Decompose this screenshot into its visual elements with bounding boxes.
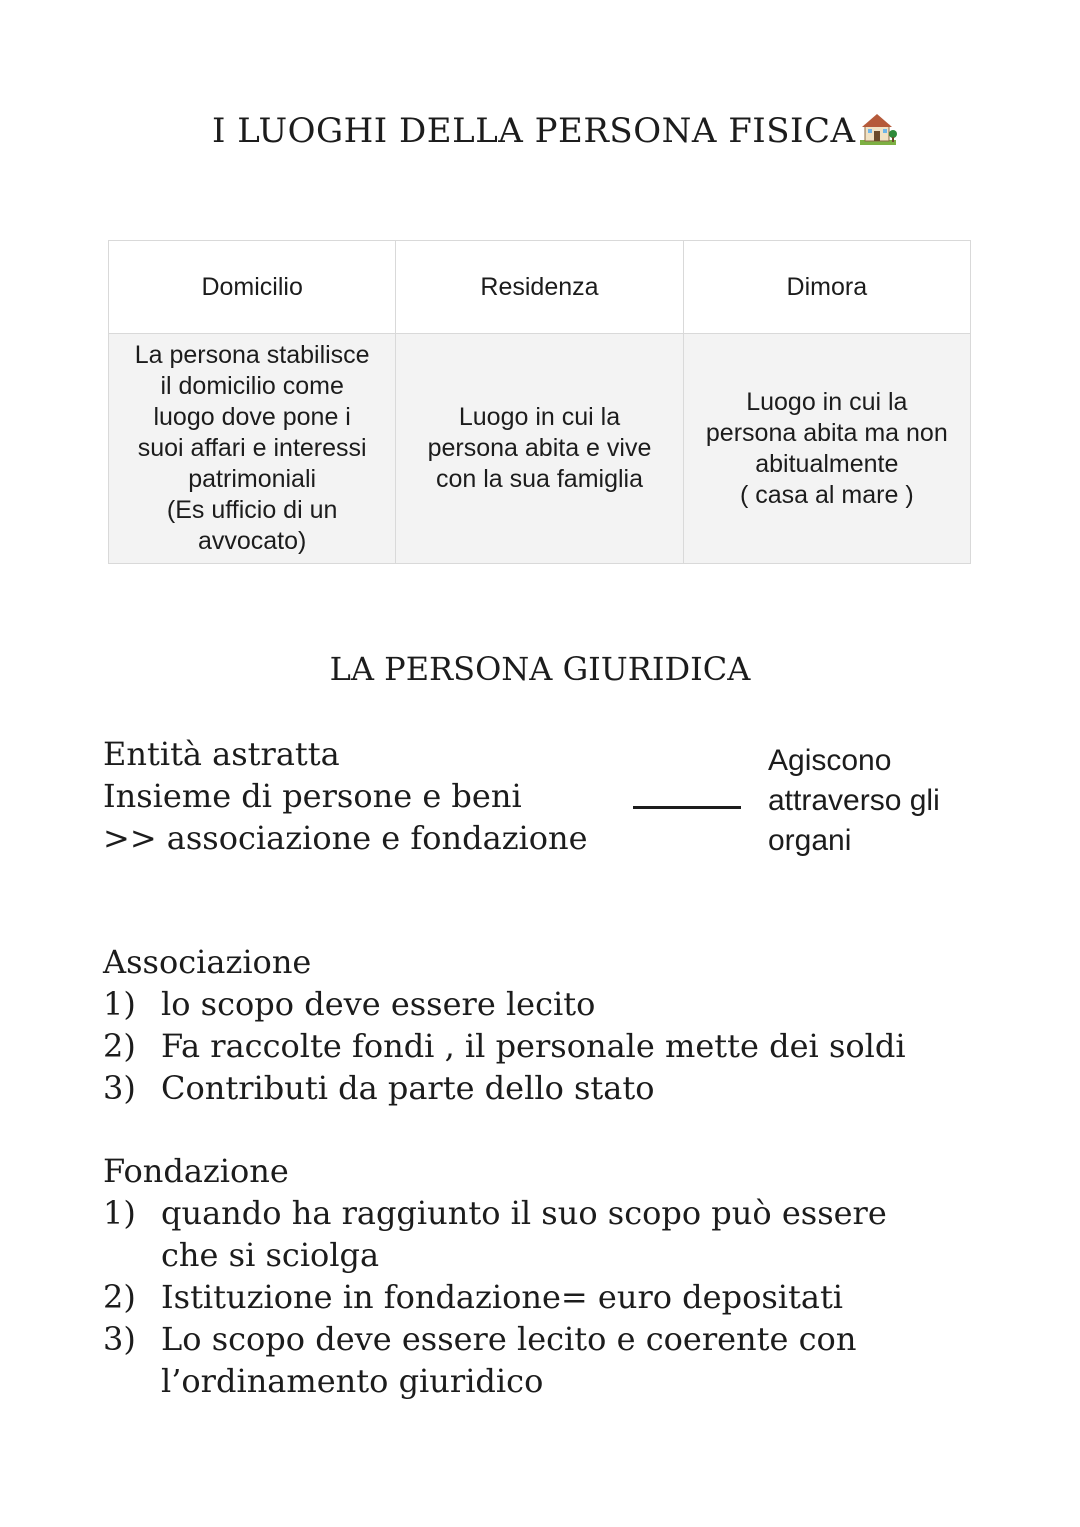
cell-line: patrimoniali — [188, 465, 317, 493]
cell-line: La persona stabilisce — [134, 341, 370, 369]
foundation-list — [103, 1192, 887, 1402]
cell-line: abitualmente — [755, 449, 899, 478]
table-row — [109, 334, 971, 564]
association-heading: Associazione — [103, 943, 312, 981]
page-title — [212, 110, 898, 151]
foundation-heading: Fondazione — [103, 1152, 289, 1190]
list-text: l’ordinamento giuridico — [161, 1362, 544, 1400]
list-number: 1) — [103, 1194, 136, 1232]
organs-line: Agiscono — [768, 744, 892, 777]
entity-line: >> associazione e fondazione — [103, 819, 588, 857]
organs-note — [768, 741, 940, 861]
list-text: lo scopo deve essere lecito — [161, 985, 596, 1023]
entity-line: Insieme di persone e beni — [103, 777, 522, 815]
connector-line — [633, 806, 741, 809]
cell-line: il domicilio come — [160, 372, 344, 400]
list-number: 3) — [103, 1320, 136, 1358]
list-item — [103, 1067, 906, 1109]
cell-line: luogo dove pone i — [153, 403, 351, 431]
list-number: 1) — [103, 985, 136, 1023]
house-with-garden-icon — [858, 110, 898, 146]
list-item — [103, 1276, 887, 1318]
list-item — [103, 983, 906, 1025]
section-title: LA PERSONA GIURIDICA — [329, 650, 751, 688]
list-text: quando ha raggiunto il suo scopo può essere — [161, 1194, 887, 1232]
cell-line: persona abita ma non — [705, 418, 948, 447]
places-table — [108, 240, 971, 564]
list-text: che si sciolga — [161, 1236, 380, 1274]
list-number: 3) — [103, 1069, 136, 1107]
foundation-section — [103, 1150, 887, 1402]
cell-line: (Es ufficio di un — [166, 496, 338, 524]
header-domicilio: Domicilio — [109, 241, 396, 334]
list-text: Istituzione in fondazione= euro depositati — [161, 1278, 844, 1316]
list-text: Fa raccolte fondi , il personale mette dei soldi — [161, 1027, 906, 1065]
list-number: 2) — [103, 1278, 136, 1316]
association-section — [103, 941, 906, 1109]
cell-domicilio — [109, 334, 396, 564]
list-number: 2) — [103, 1027, 136, 1065]
entity-description — [103, 733, 588, 859]
association-list — [103, 983, 906, 1109]
list-item — [103, 1025, 906, 1067]
entity-line: Entità astratta — [103, 735, 340, 773]
cell-line: avvocato) — [197, 527, 307, 555]
cell-line: persona abita e vive — [427, 434, 652, 462]
cell-line: Luogo in cui la — [458, 403, 621, 431]
organs-line: attraverso gli — [768, 784, 940, 817]
list-item — [103, 1192, 887, 1276]
cell-residenza — [396, 334, 683, 564]
cell-line: Luogo in cui la — [746, 387, 908, 416]
list-text: Contributi da parte dello stato — [161, 1069, 655, 1107]
cell-dimora — [683, 334, 970, 564]
cell-line: ( casa al mare ) — [739, 480, 914, 509]
cell-line: suoi affari e interessi — [137, 434, 367, 462]
cell-line: con la sua famiglia — [435, 465, 644, 493]
table-header-row — [109, 241, 971, 334]
organs-line: organi — [768, 824, 852, 857]
page-title-text: I LUOGHI DELLA PERSONA FISICA — [212, 111, 856, 151]
header-dimora: Dimora — [683, 241, 970, 334]
list-text: Lo scopo deve essere lecito e coerente con — [161, 1320, 857, 1358]
header-residenza: Residenza — [396, 241, 683, 334]
list-item — [103, 1318, 887, 1402]
